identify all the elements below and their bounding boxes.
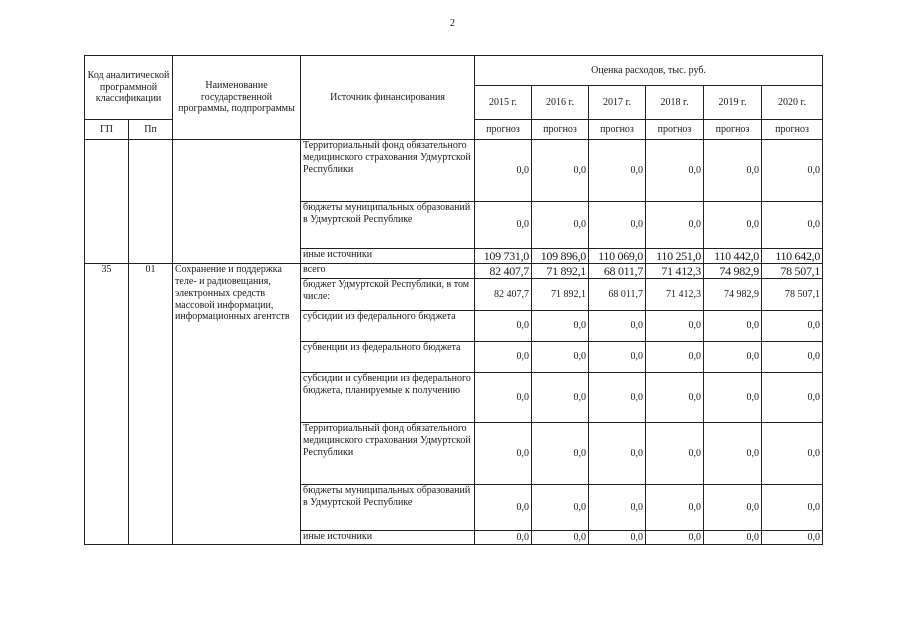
header-program-name: Наименование государственной программы, подпрограммы — [173, 56, 301, 140]
value-cell: 74 982,9 — [704, 279, 762, 311]
value-cell: 71 892,1 — [532, 279, 589, 311]
value-cell: 0,0 — [762, 342, 823, 373]
value-cell: 71 412,3 — [646, 264, 704, 279]
header-year: 2019 г. — [704, 86, 762, 120]
header-forecast: прогноз — [762, 120, 823, 140]
value-cell: 74 982,9 — [704, 264, 762, 279]
gp-code: 35 — [85, 264, 129, 545]
value-cell: 110 251,0 — [646, 249, 704, 264]
value-cell: 110 642,0 — [762, 249, 823, 264]
value-cell: 71 412,3 — [646, 279, 704, 311]
value-cell: 0,0 — [475, 485, 532, 531]
header-year: 2018 г. — [646, 86, 704, 120]
value-cell: 0,0 — [762, 423, 823, 485]
value-cell: 0,0 — [475, 311, 532, 342]
value-cell: 0,0 — [704, 140, 762, 202]
value-cell: 0,0 — [475, 531, 532, 545]
header-forecast: прогноз — [589, 120, 646, 140]
header-forecast: прогноз — [646, 120, 704, 140]
value-cell: 0,0 — [532, 423, 589, 485]
source-cell: всего — [301, 264, 475, 279]
value-cell: 0,0 — [762, 311, 823, 342]
header-code-group: Код аналитической программной классификации — [85, 56, 173, 120]
value-cell: 0,0 — [589, 373, 646, 423]
value-cell: 0,0 — [646, 423, 704, 485]
page-number: 2 — [450, 18, 455, 29]
header-year: 2016 г. — [532, 86, 589, 120]
value-cell: 0,0 — [589, 202, 646, 249]
value-cell: 0,0 — [532, 311, 589, 342]
value-cell: 0,0 — [646, 485, 704, 531]
header-forecast: прогноз — [532, 120, 589, 140]
value-cell: 0,0 — [589, 531, 646, 545]
value-cell: 0,0 — [646, 342, 704, 373]
source-cell: Территориальный фонд обязательного медицинского страхования Удмуртской Республики — [301, 423, 475, 485]
budget-table — [84, 55, 823, 545]
value-cell: 0,0 — [646, 140, 704, 202]
header-row-top — [85, 56, 823, 86]
source-cell: субвенции из федерального бюджета — [301, 342, 475, 373]
source-cell: Территориальный фонд обязательного медицинского страхования Удмуртской Республики — [301, 140, 475, 202]
source-cell: иные источники — [301, 249, 475, 264]
header-source: Источник финансирования — [301, 56, 475, 140]
value-cell: 0,0 — [475, 202, 532, 249]
value-cell: 68 011,7 — [589, 279, 646, 311]
header-gp: ГП — [85, 120, 129, 140]
source-cell: бюджеты муниципальных образований в Удмуртской Республике — [301, 202, 475, 249]
value-cell: 0,0 — [589, 140, 646, 202]
source-cell: бюджеты муниципальных образований в Удмуртской Республике — [301, 485, 475, 531]
name-cell-empty — [173, 140, 301, 264]
header-forecast: прогноз — [475, 120, 532, 140]
header-pp: Пп — [129, 120, 173, 140]
value-cell: 0,0 — [762, 485, 823, 531]
gp-cell-empty — [85, 140, 129, 264]
table-row — [85, 140, 823, 202]
value-cell: 0,0 — [646, 373, 704, 423]
value-cell: 110 069,0 — [589, 249, 646, 264]
value-cell: 109 896,0 — [532, 249, 589, 264]
header-year: 2017 г. — [589, 86, 646, 120]
subprogram-name: Сохранение и поддержка теле- и радиовещания, электронных средств массовой информации, информационных агентств — [173, 264, 301, 545]
value-cell: 109 731,0 — [475, 249, 532, 264]
pp-code: 01 — [129, 264, 173, 545]
value-cell: 71 892,1 — [532, 264, 589, 279]
value-cell: 0,0 — [704, 342, 762, 373]
header-forecast: прогноз — [704, 120, 762, 140]
value-cell: 82 407,7 — [475, 279, 532, 311]
value-cell: 0,0 — [704, 373, 762, 423]
value-cell: 0,0 — [475, 423, 532, 485]
value-cell: 110 442,0 — [704, 249, 762, 264]
value-cell: 0,0 — [589, 423, 646, 485]
value-cell: 0,0 — [532, 485, 589, 531]
value-cell: 0,0 — [532, 342, 589, 373]
value-cell: 0,0 — [762, 531, 823, 545]
header-year: 2020 г. — [762, 86, 823, 120]
value-cell: 0,0 — [532, 140, 589, 202]
value-cell: 0,0 — [589, 342, 646, 373]
value-cell: 0,0 — [762, 373, 823, 423]
value-cell: 0,0 — [475, 342, 532, 373]
value-cell: 0,0 — [475, 140, 532, 202]
value-cell: 0,0 — [704, 485, 762, 531]
value-cell: 0,0 — [704, 423, 762, 485]
value-cell: 78 507,1 — [762, 264, 823, 279]
value-cell: 0,0 — [704, 531, 762, 545]
value-cell: 82 407,7 — [475, 264, 532, 279]
value-cell: 78 507,1 — [762, 279, 823, 311]
pp-cell-empty — [129, 140, 173, 264]
source-cell: бюджет Удмуртской Республики, в том числе: — [301, 279, 475, 311]
value-cell: 0,0 — [704, 311, 762, 342]
source-cell: субсидии из федерального бюджета — [301, 311, 475, 342]
value-cell: 0,0 — [646, 202, 704, 249]
source-cell: иные источники — [301, 531, 475, 545]
value-cell: 0,0 — [704, 202, 762, 249]
value-cell: 0,0 — [532, 373, 589, 423]
value-cell: 0,0 — [646, 311, 704, 342]
table-row — [85, 264, 823, 279]
value-cell: 0,0 — [589, 485, 646, 531]
value-cell: 0,0 — [475, 373, 532, 423]
header-estimate: Оценка расходов, тыс. руб. — [475, 56, 823, 86]
value-cell: 68 011,7 — [589, 264, 646, 279]
value-cell: 0,0 — [646, 531, 704, 545]
header-year: 2015 г. — [475, 86, 532, 120]
source-cell: субсидии и субвенции из федерального бюджета, планируемые к получению — [301, 373, 475, 423]
value-cell: 0,0 — [762, 202, 823, 249]
value-cell: 0,0 — [532, 531, 589, 545]
value-cell: 0,0 — [532, 202, 589, 249]
value-cell: 0,0 — [762, 140, 823, 202]
value-cell: 0,0 — [589, 311, 646, 342]
